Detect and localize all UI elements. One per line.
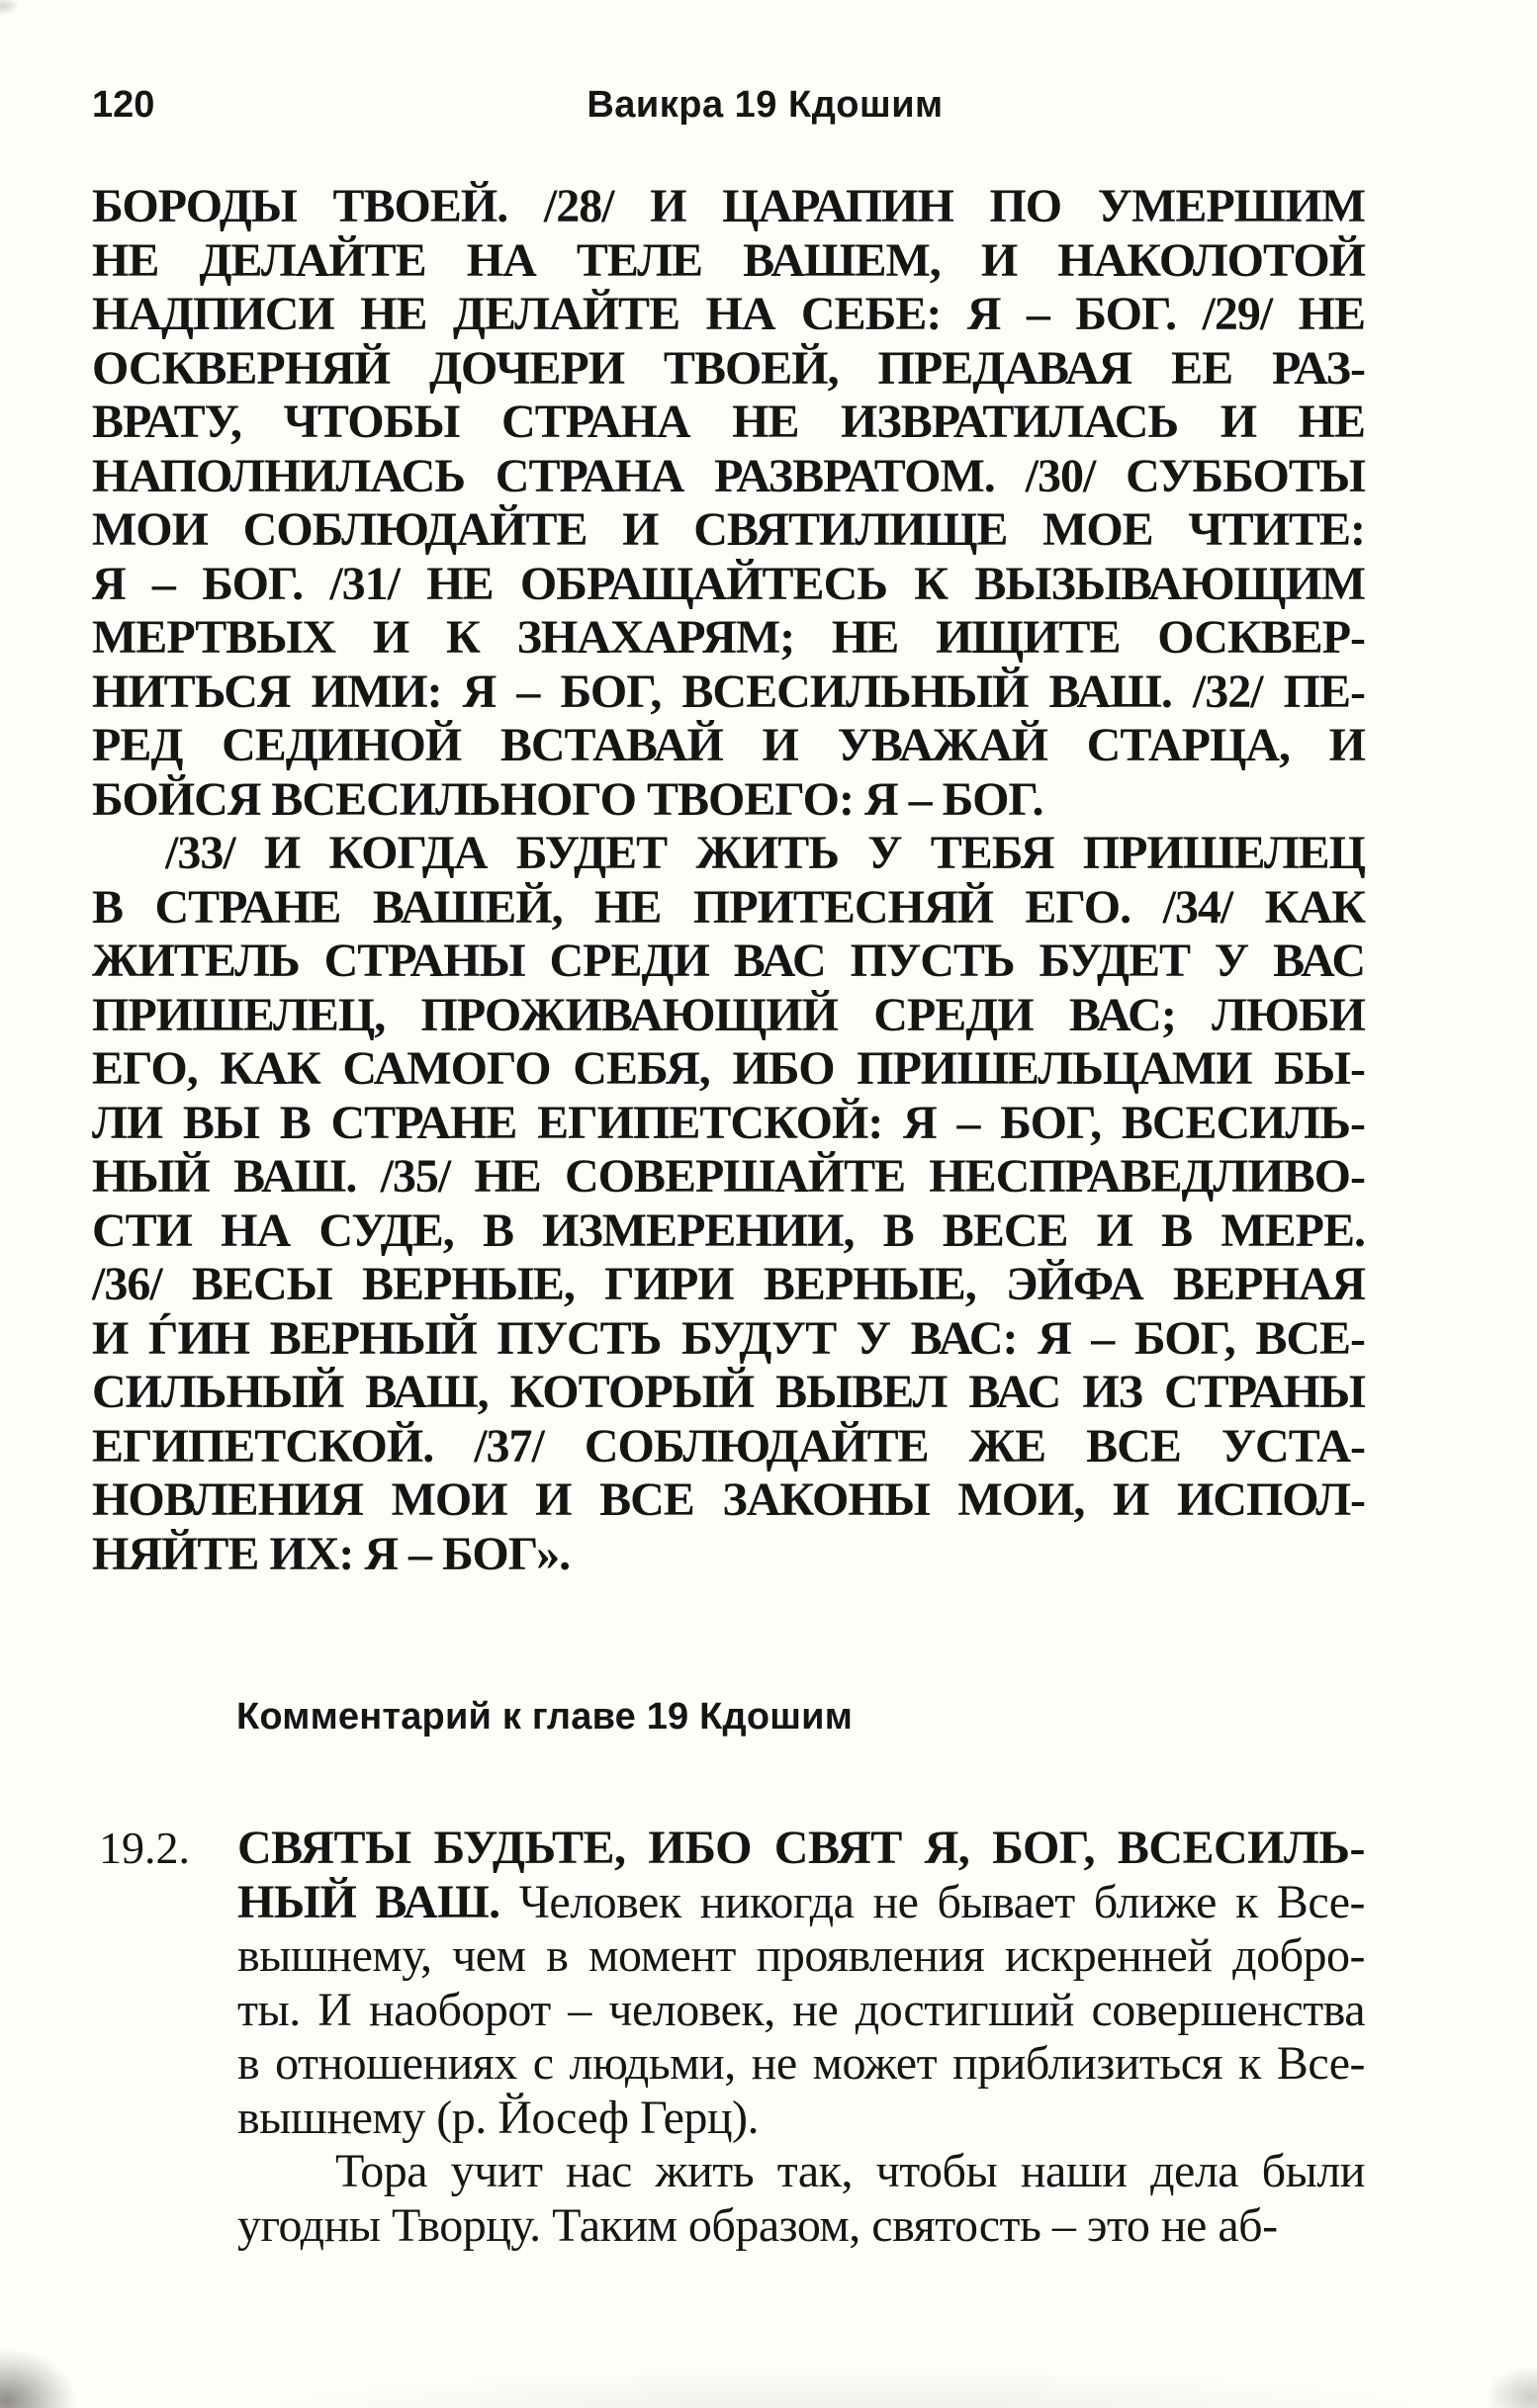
torah-line: ЛИ ВЫ В СТРАНЕ ЕГИПЕТСКОЙ: Я – БОГ, ВСЕСИЛЬ- [92,1096,1365,1149]
torah-line: ЕГО, КАК САМОГО СЕБЯ, ИБО ПРИШЕЛЬЦАМИ БЫ- [92,1042,1365,1095]
commentary-bold-text: НЫЙ ВАШ. [237,1875,500,1928]
commentary-line [237,1822,1365,1876]
commentary-line [237,1876,1365,1930]
commentary-text: Человек никогда не бывает ближе к Все- [499,1875,1365,1928]
torah-line: И ЃИН ВЕРНЫЙ ПУСТЬ БУДУТ У ВАС: Я – БОГ, ВСЕ- [92,1311,1365,1365]
torah-line: НЫЙ ВАШ. /35/ НЕ СОВЕРШАЙТЕ НЕСПРАВЕДЛИВО- [92,1150,1365,1203]
torah-line: НИТЬСЯ ИМИ: Я – БОГ, ВСЕСИЛЬНЫЙ ВАШ. /32/ ПЕ- [92,665,1365,718]
torah-line: БОЙСЯ ВСЕСИЛЬНОГО ТВОЕГО: Я – БОГ. [92,772,1043,826]
torah-line: РЕД СЕДИНОЙ ВСТАВАЙ И УВАЖАЙ СТАРЦА, И [92,719,1365,771]
torah-line: НЕ ДЕЛАЙТЕ НА ТЕЛЕ ВАШЕМ, И НАКОЛОТОЙ [92,233,1365,287]
torah-line: СИЛЬНЫЙ ВАШ, КОТОРЫЙ ВЫВЕЛ ВАС ИЗ СТРАНЫ [92,1366,1365,1418]
page-number: 120 [92,84,155,126]
torah-line: ЖИТЕЛЬ СТРАНЫ СРЕДИ ВАС ПУСТЬ БУДЕТ У ВАС [92,935,1365,987]
section-number: 19.2. [99,1823,190,1873]
commentary-text: вышнему, чем в момент проявления искренней добро- [237,1929,1365,1982]
commentary-line [237,2145,1365,2199]
commentary-block [99,1822,1365,2253]
torah-line: НОВЛЕНИЯ МОИ И ВСЕ ЗАКОНЫ МОИ, И ИСПОЛ- [92,1473,1365,1526]
torah-text-block [92,180,1365,1581]
torah-line: ОСКВЕРНЯЙ ДОЧЕРИ ТВОЕЙ, ПРЕДАВАЯ ЕЕ РАЗ- [92,341,1365,395]
commentary-text: вышнему (р. Йосеф Герц). [237,2091,760,2144]
torah-line: НАПОЛНИЛАСЬ СТРАНА РАЗВРАТОМ. /30/ СУББОТЫ [92,449,1365,502]
torah-line: НАДПИСИ НЕ ДЕЛАЙТЕ НА СЕБЕ: Я – БОГ. /29/ НЕ [92,288,1365,340]
commentary-bold-text: СВЯТЫ БУДЬТЕ, ИБО СВЯТ Я, БОГ, ВСЕСИЛЬ- [237,1822,1365,1874]
torah-line: БОРОДЫ ТВОЕЙ. /28/ И ЦАРАПИН ПО УМЕРШИМ [92,180,1365,232]
commentary-line [237,2037,1365,2092]
commentary-line [237,2092,1365,2146]
commentary-text: ты. И наоборот – человек, не достигший совершенства [237,1983,1365,2036]
commentary-line [237,1929,1365,1984]
commentary-text: угодны Творцу. Таким образом, святость – это не аб- [237,2198,1278,2252]
torah-line: /36/ ВЕСЫ ВЕРНЫЕ, ГИРИ ВЕРНЫЕ, ЭЙФА ВЕРНАЯ [92,1258,1365,1310]
page-header [92,83,1365,127]
torah-line: МЕРТВЫХ И К ЗНАХАРЯМ; НЕ ИЩИТЕ ОСКВЕР- [92,611,1365,664]
commentary-text: в отношениях с людьми, не может приблизиться к Все- [237,2037,1365,2090]
commentary-line [237,1984,1365,2038]
torah-line: /33/ И КОГДА БУДЕТ ЖИТЬ У ТЕБЯ ПРИШЕЛЕЦ [165,827,1365,879]
torah-line: СТИ НА СУДЕ, В ИЗМЕРЕНИИ, В ВЕСЕ И В МЕРЕ. [92,1204,1365,1257]
torah-line: МОИ СОБЛЮДАЙТЕ И СВЯТИЛИЩЕ МОЕ ЧТИТЕ: [92,503,1365,556]
torah-line: В СТРАНЕ ВАШЕЙ, НЕ ПРИТЕСНЯЙ ЕГО. /34/ КАК [92,880,1365,934]
torah-line: ВРАТУ, ЧТОБЫ СТРАНА НЕ ИЗВРАТИЛАСЬ И НЕ [92,396,1365,448]
commentary-line [237,2199,1365,2254]
running-title: Ваикра 19 Кдошим [587,84,944,126]
torah-line: Я – БОГ. /31/ НЕ ОБРАЩАЙТЕСЬ К ВЫЗЫВАЮЩИМ [92,557,1365,610]
torah-line: ЕГИПЕТСКОЙ. /37/ СОБЛЮДАЙТЕ ЖЕ ВСЕ УСТА- [92,1419,1365,1472]
torah-line: НЯЙТЕ ИХ: Я – БОГ». [92,1527,571,1580]
torah-line: ПРИШЕЛЕЦ, ПРОЖИВАЮЩИЙ СРЕДИ ВАС; ЛЮБИ [92,988,1365,1041]
commentary-text: Тора учит нас жить так, чтобы наши дела были [335,2145,1365,2197]
commentary-heading: Комментарий к главе 19 Кдошим [236,1696,854,1738]
